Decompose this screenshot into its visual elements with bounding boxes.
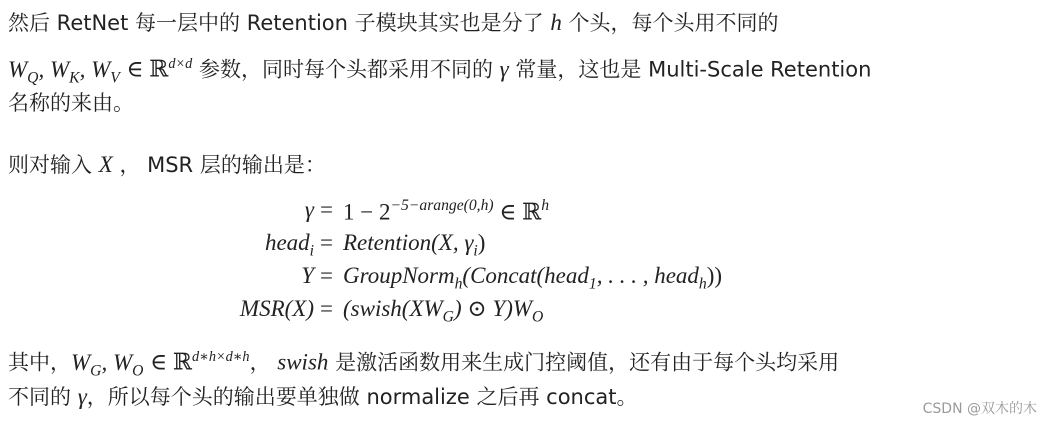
math-gamma: γ — [499, 56, 509, 82]
eq-rhs: GroupNorm$_h$(Concat(head$_1$, . . . , head$_h$)) — [343, 263, 723, 293]
math-swish: swish — [277, 349, 329, 375]
eq-lhs: MSR(X) — [239, 296, 314, 321]
math-weights: $W_Q$, $W_K$, $W_V$ — [8, 56, 120, 87]
para2-line — [8, 152, 326, 178]
math-in: ∈ ℝ — [150, 349, 193, 375]
math-in: ∈ ℝ — [126, 56, 169, 82]
math-gamma: γ — [77, 384, 87, 409]
eq-lhs: γ — [304, 197, 314, 222]
math-weights: $W_G$, $W_O$ — [71, 349, 144, 380]
para3-line2 — [8, 384, 638, 410]
text: 名称的来由。 — [8, 91, 134, 115]
text: 是激活函数用来生成门控阈值，还有由于每个头均采用 — [335, 350, 840, 375]
math-dim: d×d — [168, 56, 193, 72]
eq-lhs: Y — [301, 263, 314, 288]
text: 参数，同时每个头都采用不同的 — [198, 57, 493, 82]
para1-line3 — [8, 90, 134, 116]
para1-line2 — [8, 51, 871, 91]
para1-line1 — [8, 10, 779, 36]
math-dim: d∗h×d∗h — [192, 349, 250, 365]
equation-y — [0, 263, 1049, 297]
equation-msr — [0, 296, 1049, 330]
watermark: CSDN @双木的木 — [922, 401, 1037, 417]
eq-op: = — [320, 197, 333, 222]
equation-gamma — [0, 197, 1049, 231]
text: 则对输入 — [8, 153, 92, 177]
text: 然后 RetNet 每一层中的 Retention 子模块其实也是分了 — [8, 11, 544, 35]
para3-line1: 其中，$W_G$, $W_O$ ∈ ℝ$^{d∗h\times d∗h}$， swish 是激活函数用来生成门控阈值，还有由于每个头均采用 — [8, 349, 840, 380]
text: ，所以每个头的输出要单独做 normalize 之后再 concat。 — [86, 385, 638, 409]
text: 其中， — [8, 350, 71, 375]
eq-op: = — [320, 230, 333, 255]
math-x: X — [98, 152, 113, 177]
eq-rhs: Retention(X, $\gamma_i$) — [343, 230, 486, 260]
equation-head — [0, 230, 1049, 264]
math-h: h — [550, 10, 562, 35]
text: 常量，这也是 Multi-Scale Retention — [515, 57, 872, 82]
text: 不同的 — [8, 385, 71, 409]
eq-op: = — [320, 296, 333, 321]
eq-rhs: $1 - 2^{-5-arange(0,h)}$ ∈ ℝ$^h$ — [343, 197, 550, 225]
text: 个头，每个头用不同的 — [568, 11, 779, 35]
text: ， MSR 层的输出是： — [119, 153, 326, 177]
eq-op: = — [320, 263, 333, 288]
eq-lhs: head$_i$ — [264, 230, 314, 260]
eq-rhs: ($swish(XW_G)$ ⊙ $Y)W_O$ — [343, 296, 544, 326]
